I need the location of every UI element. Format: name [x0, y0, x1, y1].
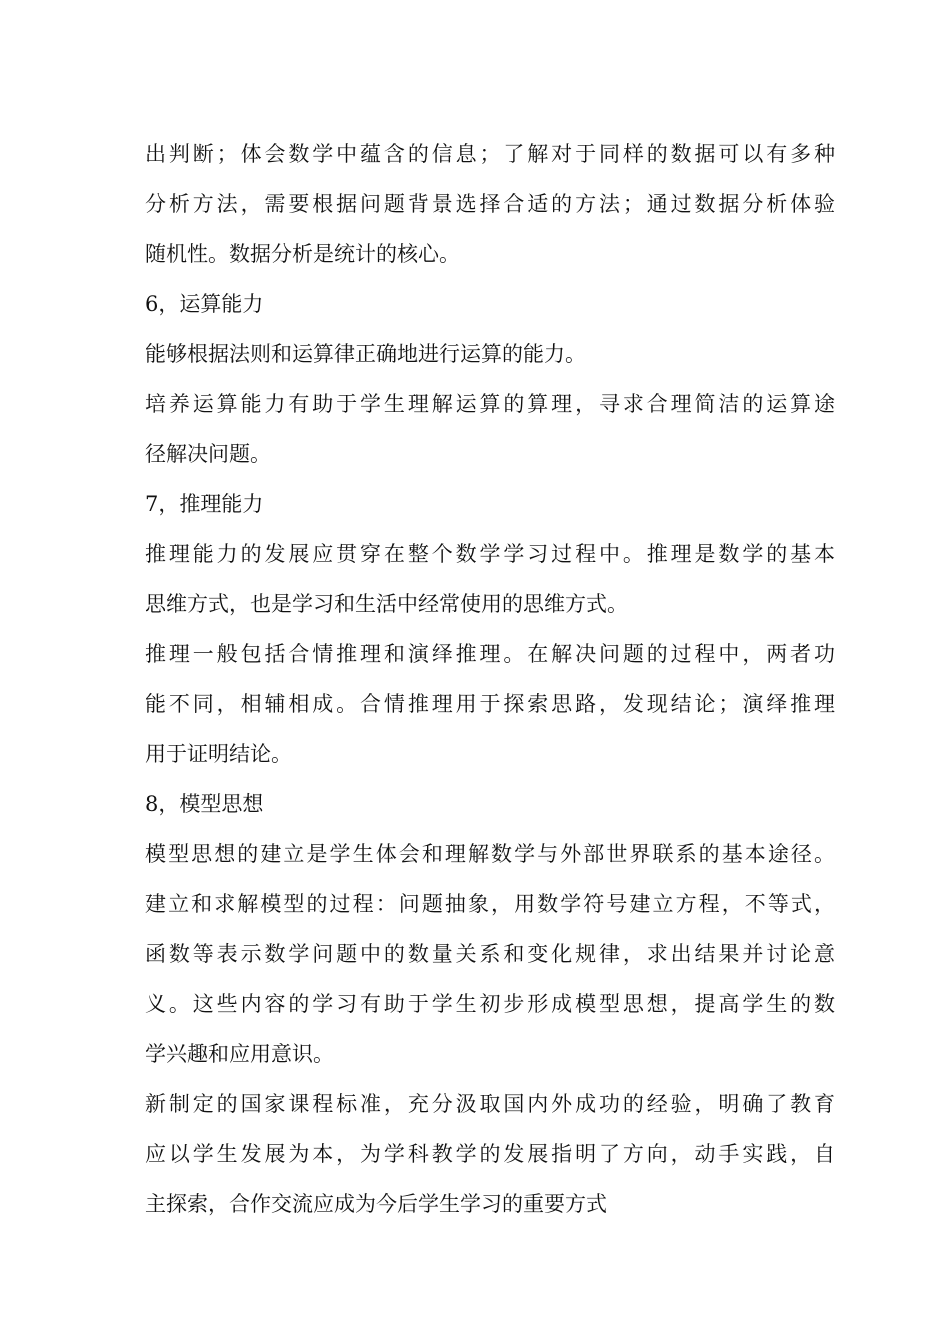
text-line-7: 径解决问题。	[145, 442, 271, 466]
text-line-6: 培养运算能力有助于学生理解运算的算理，寻求合理简洁的运算途	[145, 392, 835, 416]
text-line-22: 主探索，合作交流应成为今后学生学习的重要方式	[145, 1192, 607, 1216]
text-line-13: 用于证明结论。	[145, 742, 292, 766]
section-heading-6: 6，运算能力	[145, 292, 264, 316]
text-line-11: 推理一般包括合情推理和演绎推理。在解决问题的过程中，两者功	[145, 642, 835, 666]
text-line-12: 能不同，相辅相成。合情推理用于探索思路，发现结论；演绎推理	[145, 692, 835, 716]
text-line-2: 分析方法，需要根据问题背景选择合适的方法；通过数据分析体验	[145, 192, 835, 216]
text-line-1: 出判断；体会数学中蕴含的信息；了解对于同样的数据可以有多种	[145, 142, 835, 166]
text-line-16: 建立和求解模型的过程：问题抽象，用数学符号建立方程，不等式，	[145, 892, 835, 916]
text-line-10: 思维方式，也是学习和生活中经常使用的思维方式。	[145, 592, 628, 616]
text-line-20: 新制定的国家课程标准，充分汲取国内外成功的经验，明确了教育	[145, 1092, 835, 1116]
text-line-18: 义。这些内容的学习有助于学生初步形成模型思想，提高学生的数	[145, 992, 835, 1016]
text-line-9: 推理能力的发展应贯穿在整个数学学习过程中。推理是数学的基本	[145, 542, 835, 566]
text-line-17: 函数等表示数学问题中的数量关系和变化规律，求出结果并讨论意	[145, 942, 835, 966]
text-line-21: 应以学生发展为本，为学科教学的发展指明了方向，动手实践，自	[145, 1142, 835, 1166]
text-line-3: 随机性。数据分析是统计的核心。	[145, 242, 460, 266]
section-heading-8: 8，模型思想	[145, 792, 264, 816]
text-line-15: 模型思想的建立是学生体会和理解数学与外部世界联系的基本途径。	[145, 842, 835, 866]
text-line-5: 能够根据法则和运算律正确地进行运算的能力。	[145, 342, 586, 366]
document-body	[145, 129, 835, 1229]
section-heading-7: 7，推理能力	[145, 492, 264, 516]
text-line-19: 学兴趣和应用意识。	[145, 1042, 334, 1066]
